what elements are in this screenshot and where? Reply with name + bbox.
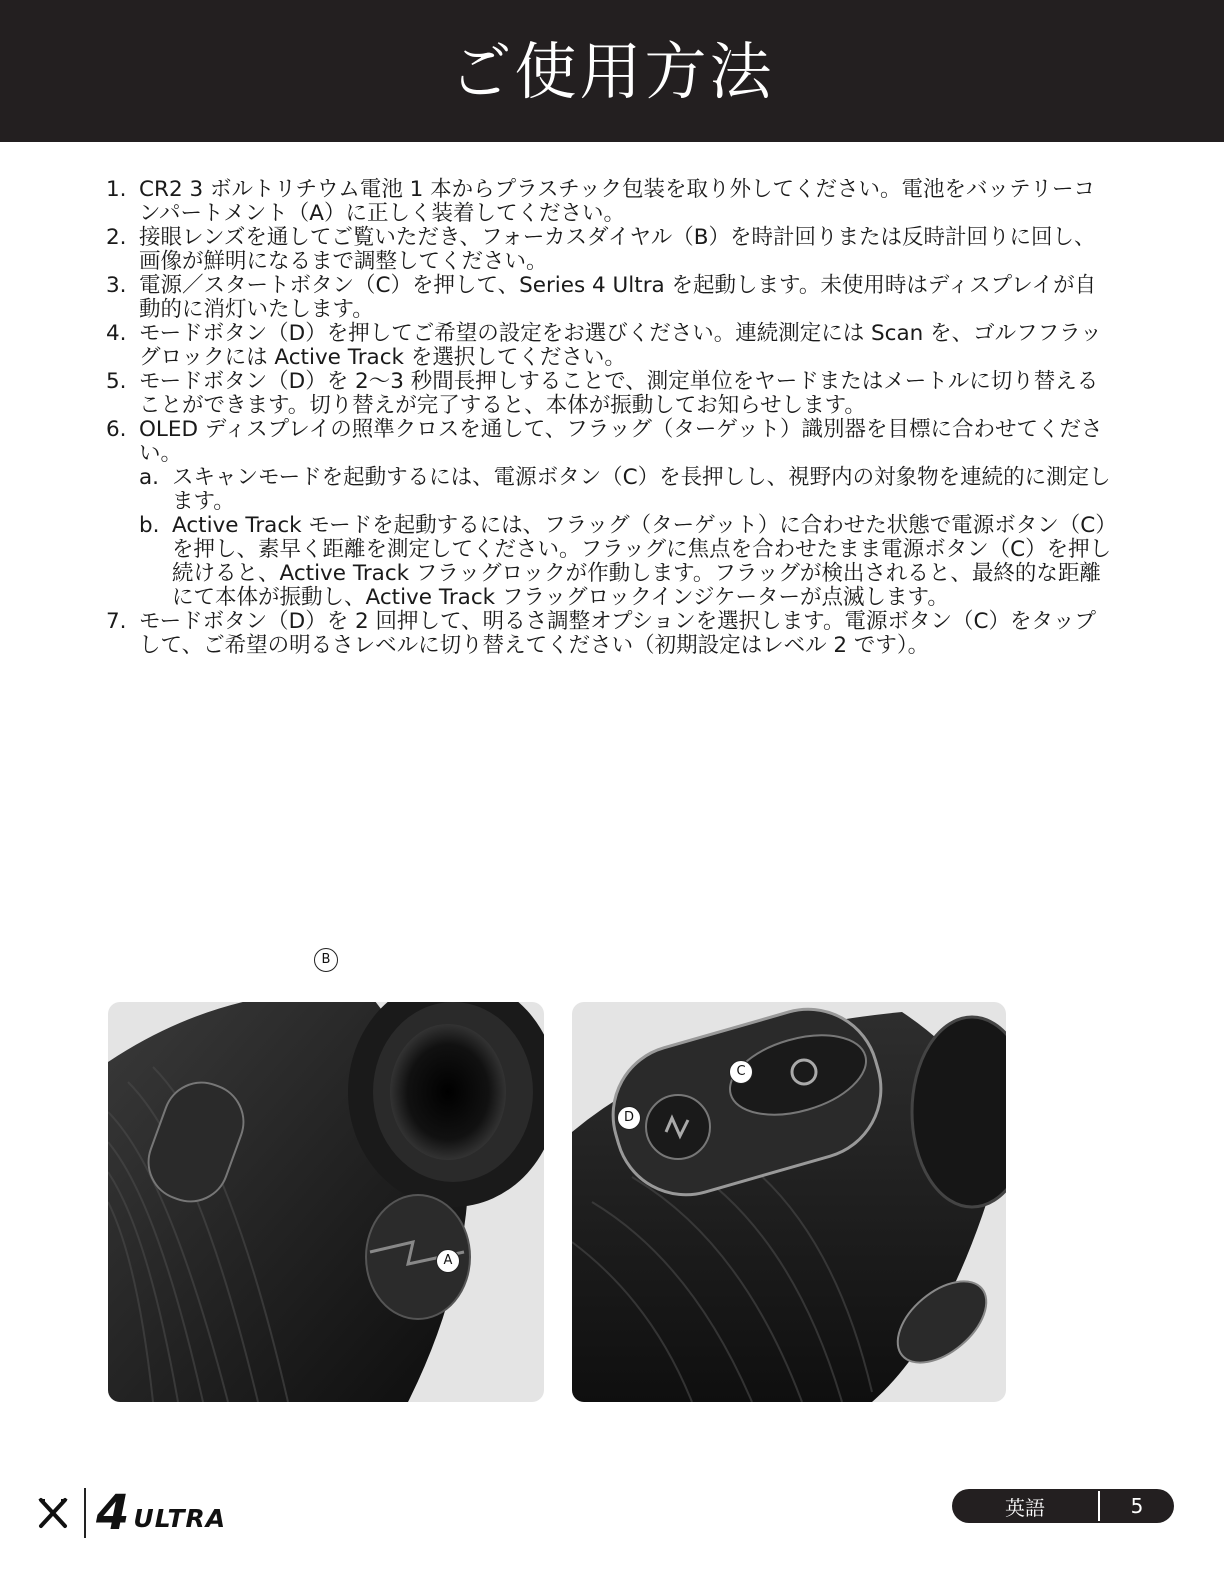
substep-text: スキャンモードを起動するには、電源ボタン（C）を長押しし、視野内の対象物を連続的に測定します。 xyxy=(172,465,1111,514)
callout-c: C xyxy=(729,1060,753,1084)
brand-wordmark xyxy=(96,1485,227,1541)
rangefinder-rear-illustration xyxy=(108,1002,544,1402)
step-1 xyxy=(106,178,1116,226)
step-number: 3. xyxy=(106,273,127,298)
step-number: 4. xyxy=(106,321,127,346)
crossed-clubs-icon xyxy=(36,1496,70,1530)
step-4 xyxy=(106,322,1116,370)
step-text: モードボタン（D）を 2 回押して、明るさ調整オプションを選択します。電源ボタン（C）をタップして、ご希望の明るさレベルに切り替えてください（初期設定はレベル 2 です）。 xyxy=(139,609,1096,658)
step-number: 7. xyxy=(106,609,127,634)
step-text: OLED ディスプレイの照準クロスを通して、フラッグ（ターゲット）識別器を目標に合わせてください。 xyxy=(139,417,1103,466)
page-title: ご使用方法 xyxy=(449,34,775,108)
step-3 xyxy=(106,274,1116,322)
step-number: 5. xyxy=(106,369,127,394)
page-header xyxy=(0,0,1224,142)
rangefinder-top-illustration xyxy=(572,1002,1006,1402)
brand-name: ULTRA xyxy=(133,1504,227,1533)
substep-letter: b. xyxy=(139,513,160,538)
rangefinder-rear-photo xyxy=(108,1002,544,1402)
step-7 xyxy=(106,610,1116,658)
step-text: 電源／スタートボタン（C）を押して、Series 4 Ultra を起動します。未使用時はディスプレイが自動的に消灯いたします。 xyxy=(139,273,1097,322)
substep-a xyxy=(139,466,1116,514)
page-number: 5 xyxy=(1130,1494,1144,1518)
step-text: CR2 3 ボルトリチウム電池 1 本からプラスチック包装を取り外してください。電池をバッテリーコンパートメント（A）に正しく装着してください。 xyxy=(139,177,1095,226)
step-text: モードボタン（D）を 2〜3 秒間長押しすることで、測定単位をヤードまたはメートルに切り替えることができます。切り替えが完了すると、本体が振動してお知らせします。 xyxy=(139,369,1099,418)
substep-text: Active Track モードを起動するには、フラッグ（ターゲット）に合わせた状態で電源ボタン（C）を押し、素早く距離を測定してください。フラッグに焦点を合わせたまま電源ボタン（C）を押し続けると、Active Track フラッグロックが作動します。フラッグが検出されると、最終的な距離にて本体が振動し、Active Track フラッグロックインジケーターが点滅します。 xyxy=(172,513,1112,610)
rangefinder-top-photo xyxy=(572,1002,1006,1402)
footer-logo xyxy=(36,1485,227,1541)
substep-letter: a. xyxy=(139,465,160,490)
step-number: 1. xyxy=(106,177,127,202)
callout-b: B xyxy=(314,948,338,972)
step-5 xyxy=(106,370,1116,418)
callout-a: A xyxy=(436,1249,460,1273)
step-text: 接眼レンズを通してご覧いただき、フォーカスダイヤル（B）を時計回りまたは反時計回りに回し、画像が鮮明になるまで調整してください。 xyxy=(139,225,1096,274)
step-number: 2. xyxy=(106,225,127,250)
page-indicator xyxy=(952,1489,1174,1523)
step-2 xyxy=(106,226,1116,274)
step-number: 6. xyxy=(106,417,127,442)
instructions-list xyxy=(106,178,1116,658)
footer-divider xyxy=(84,1488,86,1538)
step-text: モードボタン（D）を押してご希望の設定をお選びください。連続測定には Scan を、ゴルフフラッグロックには Active Track を選択してください。 xyxy=(139,321,1102,370)
step-6 xyxy=(106,418,1116,610)
brand-number: 4 xyxy=(96,1485,130,1541)
callout-d: D xyxy=(617,1106,641,1130)
substep-b xyxy=(139,514,1116,610)
language-label: 英語 xyxy=(1005,1495,1045,1520)
